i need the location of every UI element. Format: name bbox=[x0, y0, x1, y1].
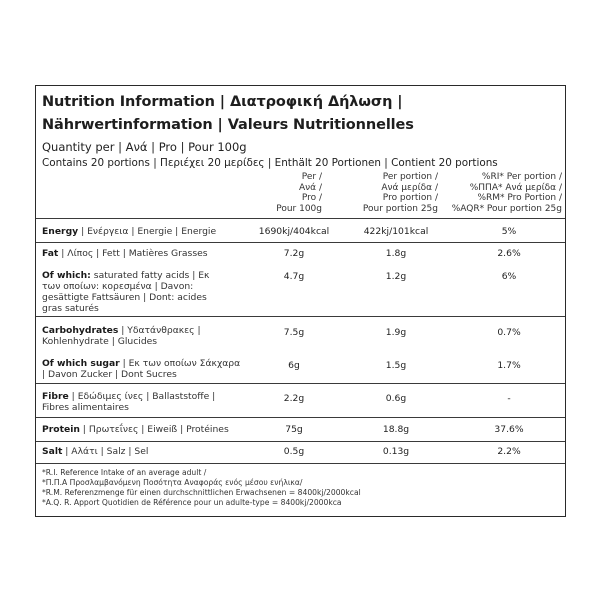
title-line-1: Nutrition Information | Διατροφική Δήλωση | bbox=[42, 94, 403, 110]
sugar-per-100g: 6g bbox=[288, 360, 300, 371]
saturates-ri: 6% bbox=[501, 271, 517, 282]
carbohydrates-ri: 0.7% bbox=[497, 327, 521, 338]
saturates-label-bold: Of which: bbox=[42, 270, 91, 281]
salt-ri: 2.2% bbox=[497, 446, 521, 457]
saturates-label-rest: saturated fatty acids | Εκ των οποίων: κορεσμένα | Davon: gesättigte Fattsäuren | Dont: acides gras saturés bbox=[42, 270, 210, 314]
footnote-rm: *R.M. Referenzmenge für einen durchschnittlichen Erwachsenen = 8400kj/2000kcal bbox=[42, 488, 361, 497]
divider bbox=[36, 242, 565, 243]
salt-per-100g: 0.5g bbox=[283, 446, 305, 457]
saturates-per-portion: 1.2g bbox=[385, 271, 407, 282]
divider bbox=[36, 417, 565, 418]
footnote-ppa: *Π.Π.Α Προσλαμβανόμενη Ποσότητα Αναφοράς ενός μέσου ενήλικα/ bbox=[42, 478, 303, 487]
header-ri-line: %RM* Pro Portion / bbox=[477, 193, 562, 204]
sugar-per-portion: 1.5g bbox=[385, 360, 407, 371]
protein-per-portion: 18.8g bbox=[382, 424, 410, 435]
saturates-label bbox=[42, 270, 222, 314]
header-ri-line: %ΠΠΑ* Ανά μερίδα / bbox=[469, 182, 562, 193]
energy-label-rest: | Ενέργεια | Energie | Energie bbox=[78, 226, 217, 237]
protein-ri: 37.6% bbox=[494, 424, 524, 435]
carbohydrates-per-portion: 1.9g bbox=[385, 327, 407, 338]
header-per-100g-line: Pour 100g bbox=[276, 203, 322, 214]
salt-label-bold: Salt bbox=[42, 446, 63, 457]
header-per-portion-line: Ανά μερίδα / bbox=[381, 182, 438, 193]
energy-per-100g: 1690kj/404kcal bbox=[258, 226, 330, 237]
protein-label bbox=[42, 424, 252, 435]
divider bbox=[36, 316, 565, 317]
header-per-portion-line: Pour portion 25g bbox=[362, 203, 438, 214]
energy-ri: 5% bbox=[501, 226, 517, 237]
header-ri-line: %AQR* Pour portion 25g bbox=[451, 203, 562, 214]
fat-per-100g: 7.2g bbox=[283, 248, 305, 259]
fat-per-portion: 1.8g bbox=[385, 248, 407, 259]
header-per-portion-line: Per portion / bbox=[382, 172, 438, 182]
quantity-line: Quantity per | Ανά | Pro | Pour 100g bbox=[42, 140, 247, 154]
saturates-per-100g: 4.7g bbox=[283, 271, 305, 282]
salt-per-portion: 0.13g bbox=[382, 446, 410, 457]
divider bbox=[36, 441, 565, 442]
divider bbox=[36, 218, 565, 219]
header-ri-percent bbox=[452, 172, 562, 214]
header-per-100g-line: Ανά / bbox=[298, 182, 322, 193]
carbohydrates-label-rest: | Υδατάνθρακες | Kohlenhydrate | Glucides bbox=[42, 325, 201, 347]
sugar-ri: 1.7% bbox=[497, 360, 521, 371]
protein-per-100g: 75g bbox=[285, 424, 303, 435]
carbohydrates-per-100g: 7.5g bbox=[283, 327, 305, 338]
nutrition-label bbox=[35, 85, 566, 517]
sugar-label-rest: | Εκ των οποίων Σάκχαρα | Davon Zucker | Dont Sucres bbox=[42, 358, 241, 380]
header-per-100g-line: Per / bbox=[301, 172, 322, 182]
footnote-aqr: *A.Q. R. Apport Quotidien de Référence pour un adulte-type = 8400kj/2000kca bbox=[42, 498, 342, 507]
portions-line: Contains 20 portions | Περιέχει 20 μερίδες | Enthält 20 Portionen | Contient 20 portions bbox=[42, 157, 498, 169]
header-per-100g-line: Pro / bbox=[301, 193, 322, 204]
protein-label-rest: | Πρωτεΐνες | Eiweiß | Protéines bbox=[79, 424, 229, 435]
salt-label-rest: | Αλάτι | Salz | Sel bbox=[62, 446, 149, 457]
energy-per-portion: 422kj/101kcal bbox=[363, 226, 429, 237]
footnote-ri: *R.I. Reference Intake of an average adult / bbox=[42, 468, 207, 477]
fat-label-bold: Fat bbox=[42, 248, 59, 259]
salt-label bbox=[42, 446, 252, 457]
protein-label-bold: Protein bbox=[42, 424, 80, 435]
divider bbox=[36, 383, 565, 384]
carbohydrates-label-bold: Carbohydrates bbox=[42, 325, 119, 336]
header-per-portion-line: Pro portion / bbox=[382, 193, 438, 204]
energy-label bbox=[42, 226, 252, 237]
header-per-portion bbox=[363, 172, 438, 214]
fibre-per-portion: 0.6g bbox=[385, 393, 407, 404]
fat-label-rest: | Λίπος | Fett | Matières Grasses bbox=[58, 248, 208, 259]
header-ri-line: %RI* Per portion / bbox=[481, 172, 562, 182]
sugar-label-bold: Of which sugar bbox=[42, 358, 120, 369]
carbohydrates-label bbox=[42, 325, 232, 347]
fibre-ri: - bbox=[507, 393, 511, 404]
energy-label-bold: Energy bbox=[42, 226, 79, 237]
fat-label bbox=[42, 248, 252, 259]
title-line-2: Nährwertinformation | Valeurs Nutritionnelles bbox=[42, 117, 414, 133]
fat-ri: 2.6% bbox=[497, 248, 521, 259]
fibre-label-rest: | Εδώδιμες ίνες | Ballaststoffe | Fibres alimentaires bbox=[42, 391, 216, 413]
sugar-label bbox=[42, 358, 242, 380]
divider bbox=[36, 463, 565, 464]
fibre-per-100g: 2.2g bbox=[283, 393, 305, 404]
fibre-label bbox=[42, 391, 237, 413]
header-per-100g bbox=[276, 172, 322, 214]
fibre-label-bold: Fibre bbox=[42, 391, 69, 402]
